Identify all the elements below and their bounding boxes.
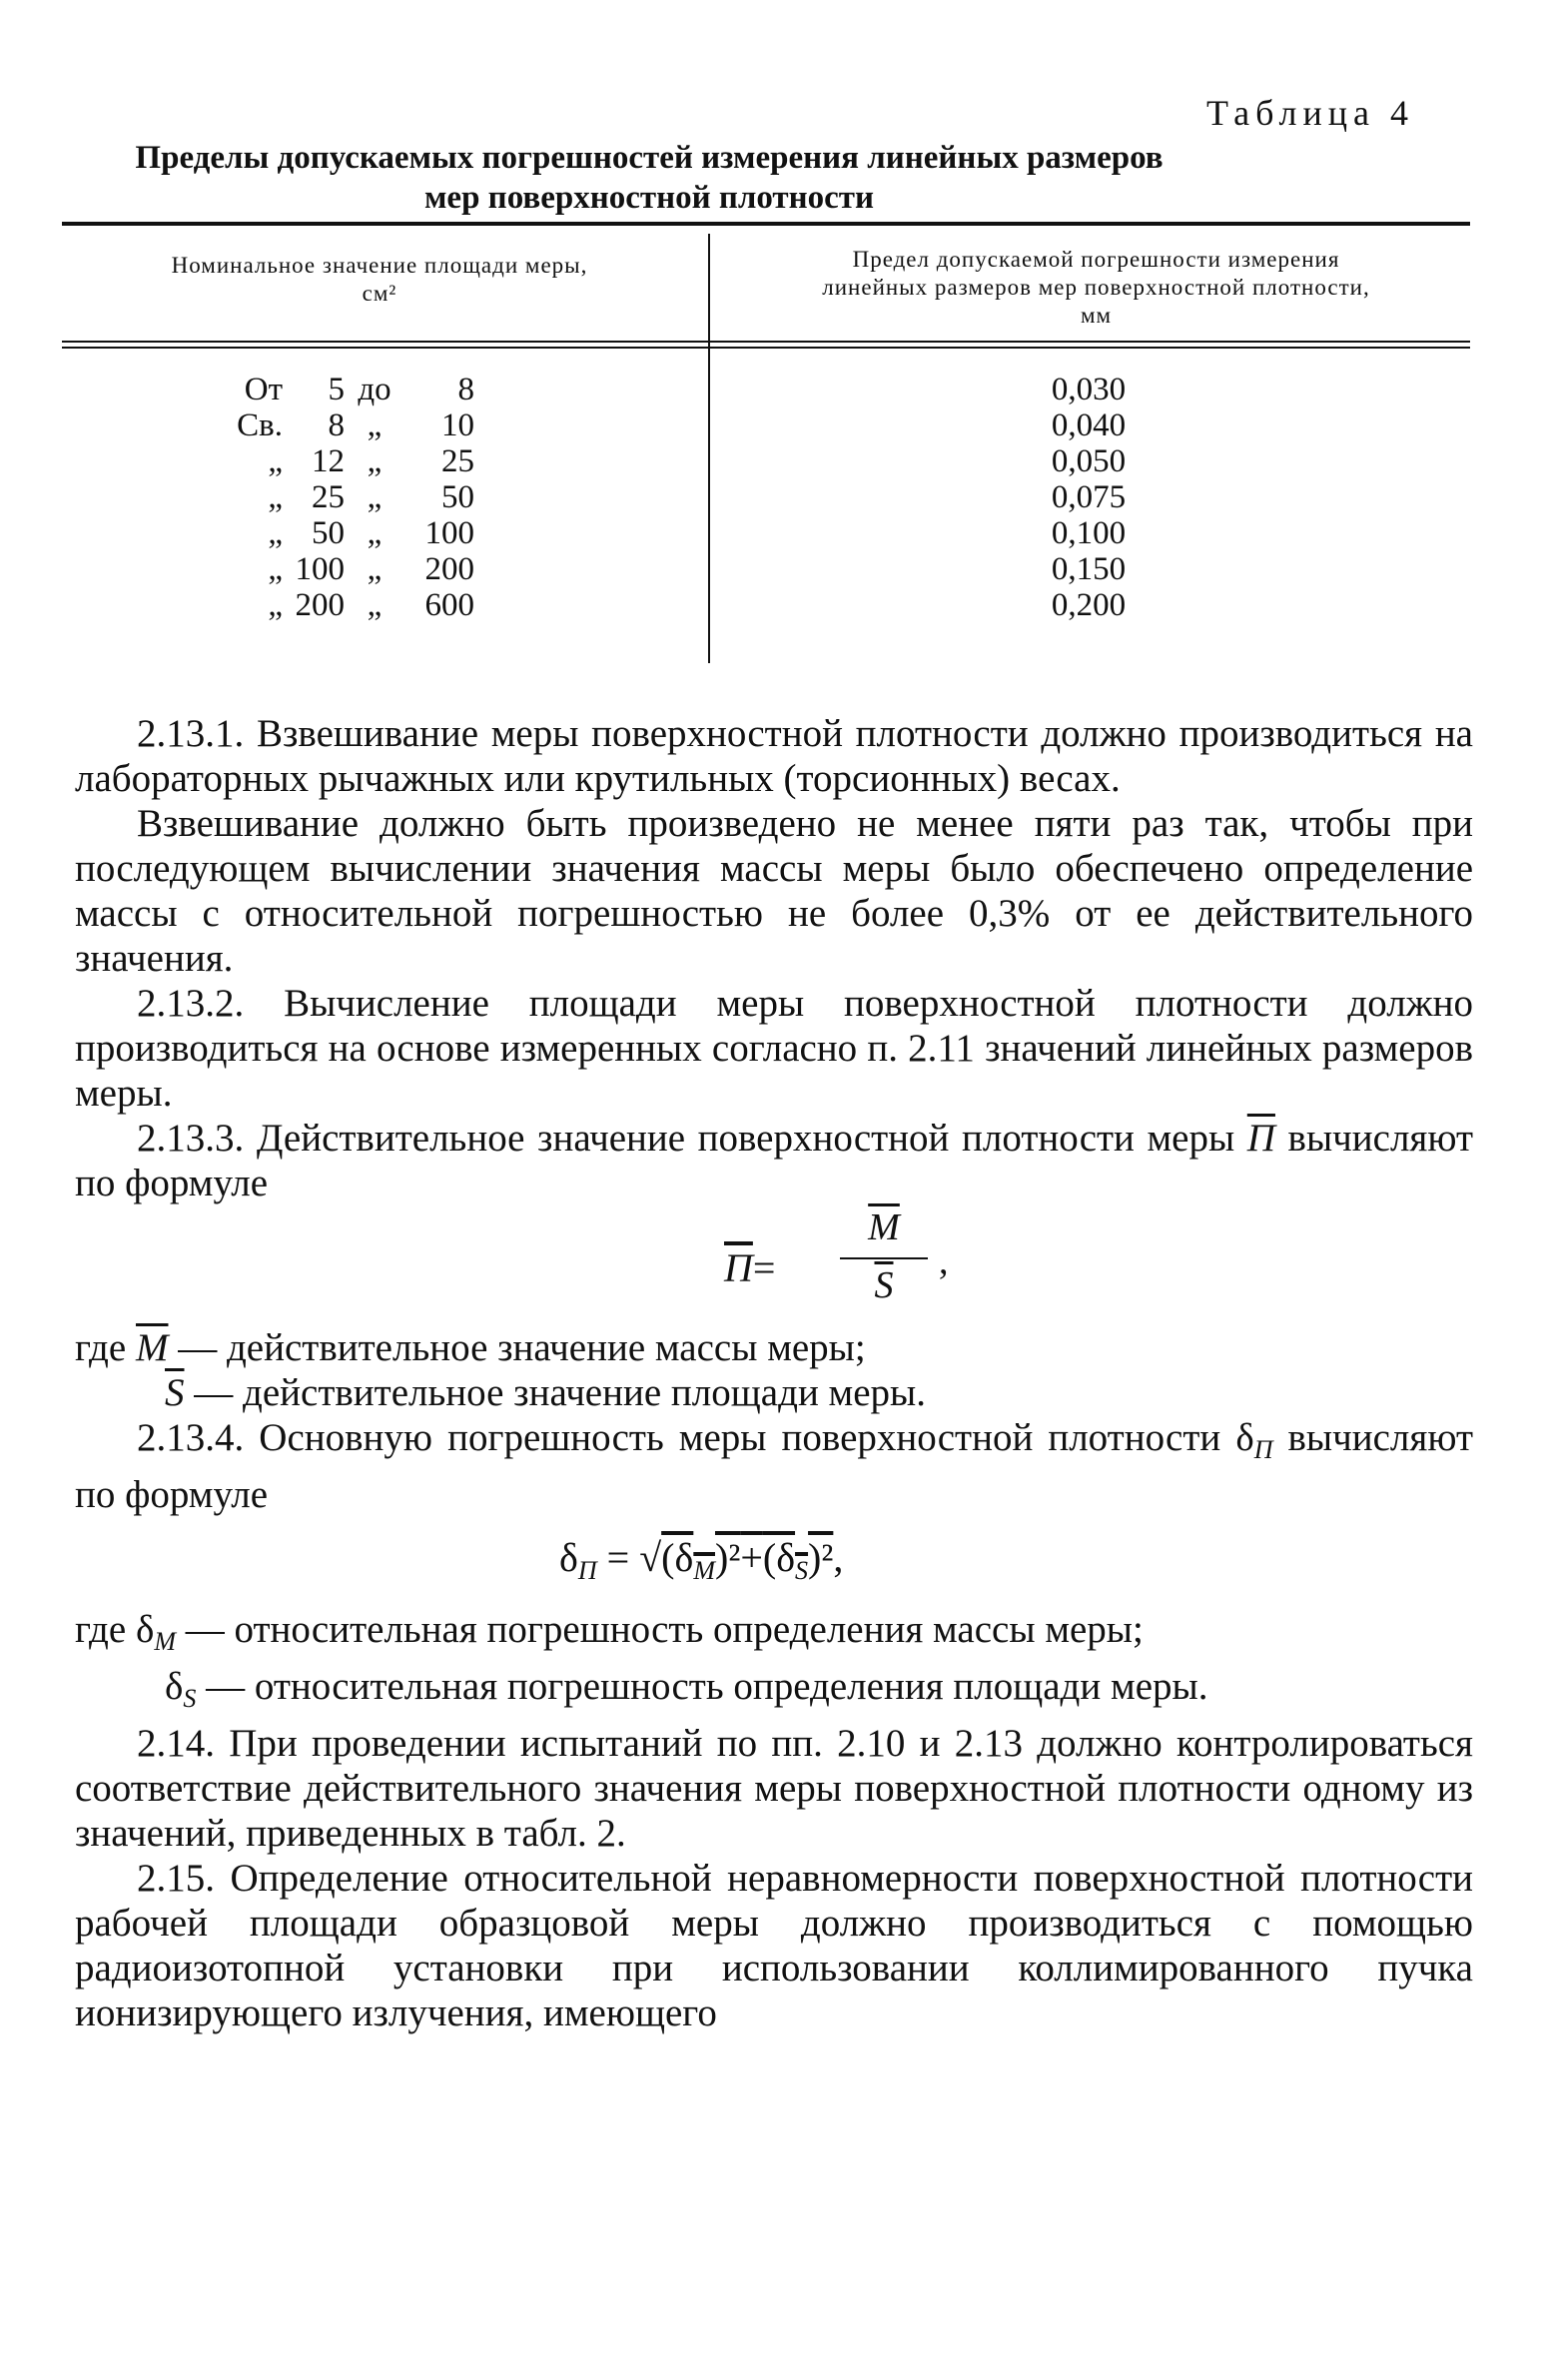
table-title-line: Пределы допускаемых погрешностей измерения линейных размеров — [135, 140, 1164, 176]
range-from: 8 — [328, 407, 345, 443]
range-prefix: Св. — [237, 407, 283, 443]
where-line — [75, 1607, 1473, 1664]
range-to: 200 — [424, 551, 474, 587]
range-to: 600 — [424, 587, 474, 623]
formula-plus: + — [740, 1535, 763, 1580]
formula-subscript: S — [795, 1556, 809, 1585]
formula-lhs — [724, 1245, 775, 1290]
where-line — [75, 1325, 1473, 1370]
where-word: где — [75, 1608, 127, 1651]
table-title-line: мер поверхностной плотности — [423, 180, 875, 216]
table-header-rule — [62, 341, 1470, 343]
header-line: см² — [362, 281, 397, 306]
table-row — [225, 587, 524, 623]
symbol-delta: δ — [165, 1665, 184, 1708]
header-line: мм — [1080, 303, 1113, 328]
sqrt-radicand — [661, 1535, 834, 1585]
tolerance-value: 0,040 — [1051, 407, 1127, 443]
range-prefix: „ — [268, 515, 283, 551]
where-block — [75, 1325, 1473, 1415]
symbol-area: $\overline{S}$ — [165, 1371, 185, 1414]
formula-subscript: M — [693, 1556, 715, 1585]
header-line: линейных размеров мер поверхностной плотности, — [822, 275, 1370, 300]
table-label: Таблица 4 — [1206, 93, 1414, 133]
symbol-surface-density: П — [1246, 1117, 1275, 1160]
paragraph-text: 2.13.4. Основную погрешность меры поверхностной плотности — [137, 1416, 1221, 1459]
header-line: Номинальное значение площади меры, — [171, 253, 588, 278]
range-from: 50 — [312, 515, 345, 551]
paragraph: Взвешивание должно быть произведено не менее пяти раз так, чтобы при последующем вычислении значения массы меры было обеспечено определение массы с относительной погрешностью не более 0,3% от ее действительного значения. — [75, 802, 1473, 980]
formula-delta: δ — [559, 1535, 578, 1580]
where-text: — относительная погрешность определения массы меры; — [185, 1608, 1144, 1651]
tolerance-value: 0,150 — [1051, 551, 1127, 587]
formula-equals: = — [752, 1245, 776, 1290]
paragraph-text: 2.13.3. Действительное значение поверхностной плотности меры — [137, 1117, 1235, 1160]
range-separator: „ — [367, 551, 383, 587]
symbol-delta: δ — [1235, 1416, 1254, 1459]
symbol-subscript: M — [154, 1627, 177, 1656]
table-row — [225, 372, 524, 407]
table-column-divider — [708, 234, 710, 663]
tolerance-value: 0,050 — [1051, 443, 1127, 479]
range-separator: „ — [367, 515, 383, 551]
tolerance-value: 0,200 — [1051, 587, 1127, 623]
range-to: 8 — [457, 372, 474, 407]
formula-symbol: П — [724, 1245, 753, 1290]
formula-comma: , — [939, 1240, 949, 1282]
tolerance-value: 0,100 — [1051, 515, 1127, 551]
range-separator: „ — [367, 479, 383, 515]
range-separator: до — [358, 372, 391, 407]
paragraph — [75, 1415, 1473, 1517]
table-row — [225, 407, 524, 443]
formula-denominator: S — [874, 1264, 894, 1306]
range-from: 100 — [295, 551, 345, 587]
formula-subscript: П — [577, 1556, 597, 1585]
paragraph-text: вычисляют по формуле — [75, 1416, 1473, 1516]
table-title — [130, 138, 1168, 218]
formula-comma: , — [833, 1535, 844, 1580]
where-word: где — [75, 1326, 127, 1369]
range-from: 25 — [312, 479, 345, 515]
tolerance-value: 0,030 — [1051, 372, 1127, 407]
table-row — [225, 551, 524, 587]
paragraph-text: вычисляют по формуле — [75, 1117, 1474, 1204]
where-text: — действительное значение площади меры. — [194, 1371, 927, 1414]
symbol-subscript: П — [1253, 1435, 1273, 1464]
range-prefix: От — [244, 372, 283, 407]
formula-surface-density — [75, 1205, 1473, 1325]
formula-equals: = — [606, 1535, 630, 1580]
table-header-right — [724, 246, 1468, 330]
range-to: 50 — [441, 479, 474, 515]
term-open: (δ — [661, 1535, 694, 1580]
paragraph: 2.13.1. Взвешивание меры поверхностной плотности должно производиться на лабораторных рычажных или крутильных (торсионных) весах. — [75, 712, 1473, 800]
paragraph — [75, 1116, 1473, 1205]
range-to: 100 — [424, 515, 474, 551]
range-prefix: „ — [268, 551, 283, 587]
header-line: Предел допускаемой погрешности измерения — [852, 247, 1340, 272]
paragraph: 2.14. При проведении испытаний по пп. 2.10 и 2.13 должно контролироваться соответствие действительного значения меры поверхностной плотности одному из значений, приведенных в табл. 2. — [75, 1722, 1473, 1855]
term-open: (δ — [762, 1535, 796, 1580]
range-to: 10 — [441, 407, 474, 443]
where-line — [75, 1664, 1473, 1721]
body-text — [75, 711, 1473, 2035]
formula-basic-error — [75, 1517, 1473, 1607]
range-separator: „ — [367, 587, 383, 623]
paragraph: 2.15. Определение относительной неравномерности поверхностной плотности рабочей площади образцовой меры должно производиться с помощью радиоизотопной установки при использовании коллимированного пучка ионизирующего излучения, имеющего — [75, 1857, 1473, 2034]
where-line — [75, 1370, 1473, 1415]
symbol-delta: δ — [135, 1608, 155, 1651]
table-tolerance-column — [999, 372, 1178, 623]
table-row — [225, 479, 524, 515]
term-close: )² — [715, 1535, 741, 1580]
table-header-rule — [62, 347, 1470, 349]
where-block — [75, 1607, 1473, 1721]
symbol-mass: $\overline{M}$ — [135, 1326, 169, 1369]
fraction-bar — [840, 1257, 928, 1259]
range-to: 25 — [441, 443, 474, 479]
table-header-left — [70, 252, 689, 308]
symbol-subscript: S — [183, 1684, 197, 1713]
formula-numerator: $\overline{M}$ — [868, 1206, 900, 1248]
range-prefix: „ — [268, 443, 283, 479]
formula-fraction — [834, 1205, 934, 1308]
where-text: — действительное значение массы меры; — [178, 1326, 866, 1369]
range-from: 200 — [295, 587, 345, 623]
table-area-column — [225, 372, 524, 623]
table-row — [225, 443, 524, 479]
formula-expression — [559, 1535, 843, 1593]
range-separator: „ — [367, 443, 383, 479]
range-prefix: „ — [268, 479, 283, 515]
table-top-rule — [62, 222, 1470, 226]
tolerance-value: 0,075 — [1051, 479, 1127, 515]
table-row — [225, 515, 524, 551]
range-prefix: „ — [268, 587, 283, 623]
range-separator: „ — [367, 407, 383, 443]
range-from: 12 — [312, 443, 345, 479]
range-from: 5 — [328, 372, 345, 407]
term-close: )² — [808, 1535, 834, 1580]
where-text: — относительная погрешность определения площади меры. — [206, 1665, 1208, 1708]
sqrt-sign: √ — [639, 1535, 662, 1580]
paragraph: 2.13.2. Вычисление площади меры поверхностной плотности должно производиться на основе измеренных согласно п. 2.11 значений линейных размеров меры. — [75, 982, 1473, 1115]
